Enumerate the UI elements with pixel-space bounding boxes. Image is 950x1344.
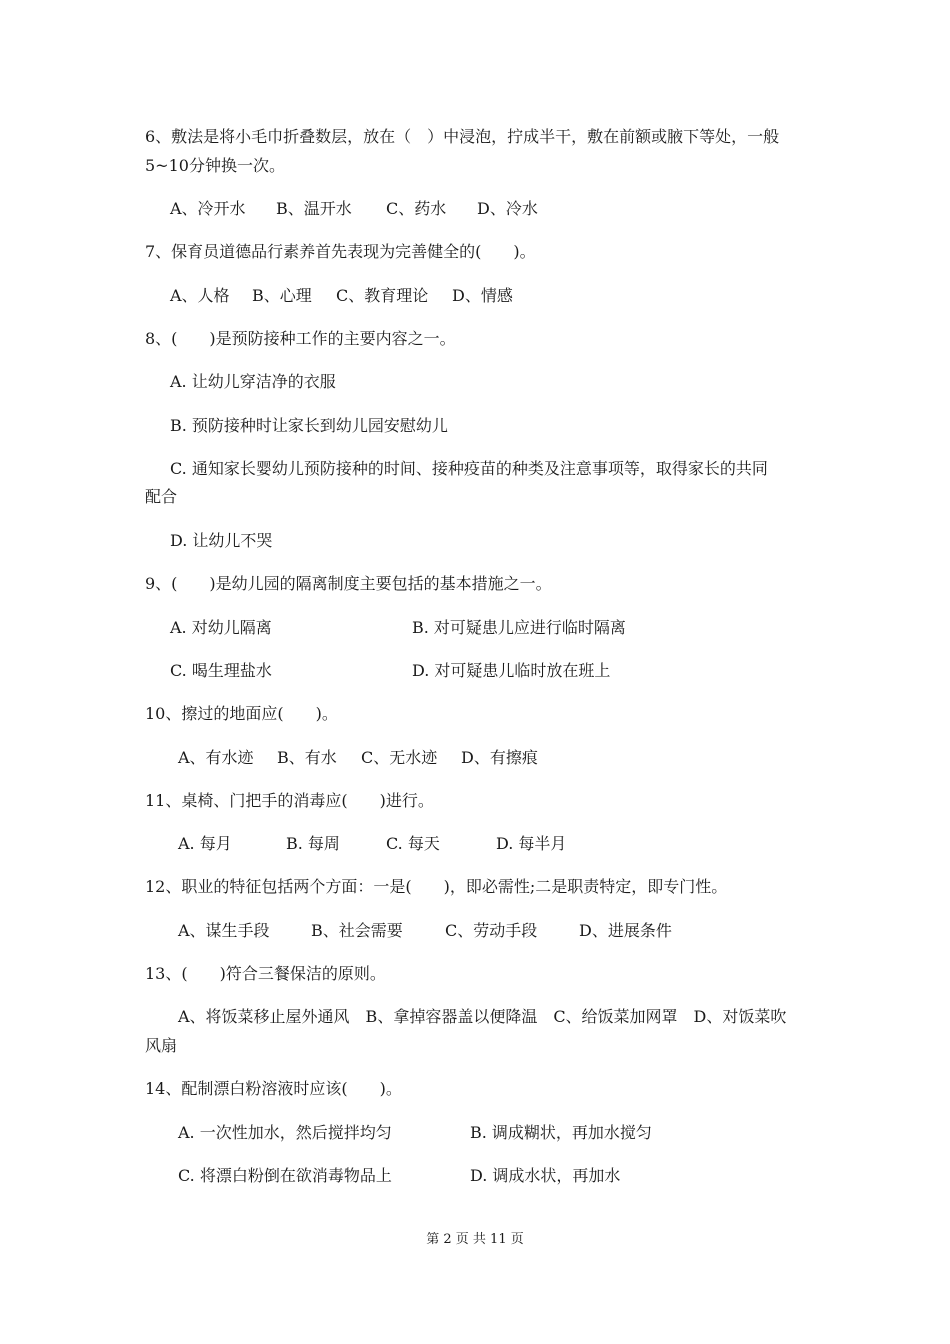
question-11-option-d: D. 每半月 <box>496 834 567 853</box>
question-9-text: 9、( )是幼儿园的隔离制度主要包括的基本措施之一。 <box>145 574 552 593</box>
question-8-option-a: A. 让幼儿穿洁净的衣服 <box>170 372 336 391</box>
question-11-text: 11、桌椅、门把手的消毒应( )进行。 <box>145 791 434 810</box>
question-9-option-d: D. 对可疑患儿临时放在班上 <box>412 661 611 680</box>
question-14-option-a: A. 一次性加水，然后搅拌均匀 <box>178 1123 392 1142</box>
question-9-option-c: C. 喝生理盐水 <box>170 661 272 680</box>
question-6-line-1: 6、敷法是将小毛巾折叠数层，放在（ ）中浸泡，拧成半干，敷在前额或腋下等处，一般 <box>145 127 780 146</box>
question-13-options-line-2: 风扇 <box>145 1036 178 1055</box>
question-10-text: 10、擦过的地面应( )。 <box>145 704 338 723</box>
question-12-option-a: A、谋生手段 <box>178 921 270 940</box>
question-13-text: 13、( )符合三餐保洁的原则。 <box>145 964 386 983</box>
question-8-option-b: B. 预防接种时让家长到幼儿园安慰幼儿 <box>170 416 448 435</box>
question-7-option-a: A、人格 <box>170 286 230 305</box>
question-13-options-line-1: A、将饭菜移止屋外通风 B、拿掉容器盖以便降温 C、给饭菜加网罩 D、对饭菜吹 <box>178 1007 787 1026</box>
question-6-option-b: B、温开水 <box>276 199 352 218</box>
question-9-option-a: A. 对幼儿隔离 <box>170 618 272 637</box>
question-14-option-b: B. 调成糊状，再加水搅匀 <box>470 1123 652 1142</box>
question-8-option-d: D. 让幼儿不哭 <box>170 531 273 550</box>
question-6-line-2: 5~10分钟换一次。 <box>145 156 285 175</box>
question-12-option-c: C、劳动手段 <box>445 921 538 940</box>
question-8-option-c-line-2: 配合 <box>145 487 178 506</box>
question-6-option-a: A、冷开水 <box>170 199 246 218</box>
question-10-option-c: C、无水迹 <box>361 748 438 767</box>
question-12-option-d: D、进展条件 <box>579 921 672 940</box>
question-12-text: 12、职业的特征包括两个方面：一是( )，即必需性;二是职责特定，即专门性。 <box>145 877 728 896</box>
question-12-option-b: B、社会需要 <box>311 921 403 940</box>
question-11-option-a: A. 每月 <box>178 834 232 853</box>
question-14-option-d: D. 调成水状，再加水 <box>470 1166 621 1185</box>
question-6-option-d: D、冷水 <box>477 199 538 218</box>
question-7-option-d: D、情感 <box>452 286 513 305</box>
page-footer: 第 2 页 共 11 页 <box>426 1232 524 1247</box>
question-7-option-b: B、心理 <box>252 286 312 305</box>
question-7-option-c: C、教育理论 <box>336 286 429 305</box>
question-10-option-a: A、有水迹 <box>178 748 254 767</box>
question-8-text: 8、( )是预防接种工作的主要内容之一。 <box>145 329 456 348</box>
question-11-option-b: B. 每周 <box>286 834 340 853</box>
question-7-text: 7、保育员道德品行素养首先表现为完善健全的( )。 <box>145 242 536 261</box>
question-11-option-c: C. 每天 <box>386 834 440 853</box>
question-10-option-b: B、有水 <box>277 748 337 767</box>
question-9-option-b: B. 对可疑患儿应进行临时隔离 <box>412 618 626 637</box>
question-14-option-c: C. 将漂白粉倒在欲消毒物品上 <box>178 1166 392 1185</box>
question-10-option-d: D、有擦痕 <box>461 748 538 767</box>
question-14-text: 14、配制漂白粉溶液时应该( )。 <box>145 1079 402 1098</box>
question-8-option-c-line-1: C. 通知家长婴幼儿预防接种的时间、接种疫苗的种类及注意事项等，取得家长的共同 <box>170 459 768 478</box>
question-6-option-c: C、药水 <box>386 199 447 218</box>
